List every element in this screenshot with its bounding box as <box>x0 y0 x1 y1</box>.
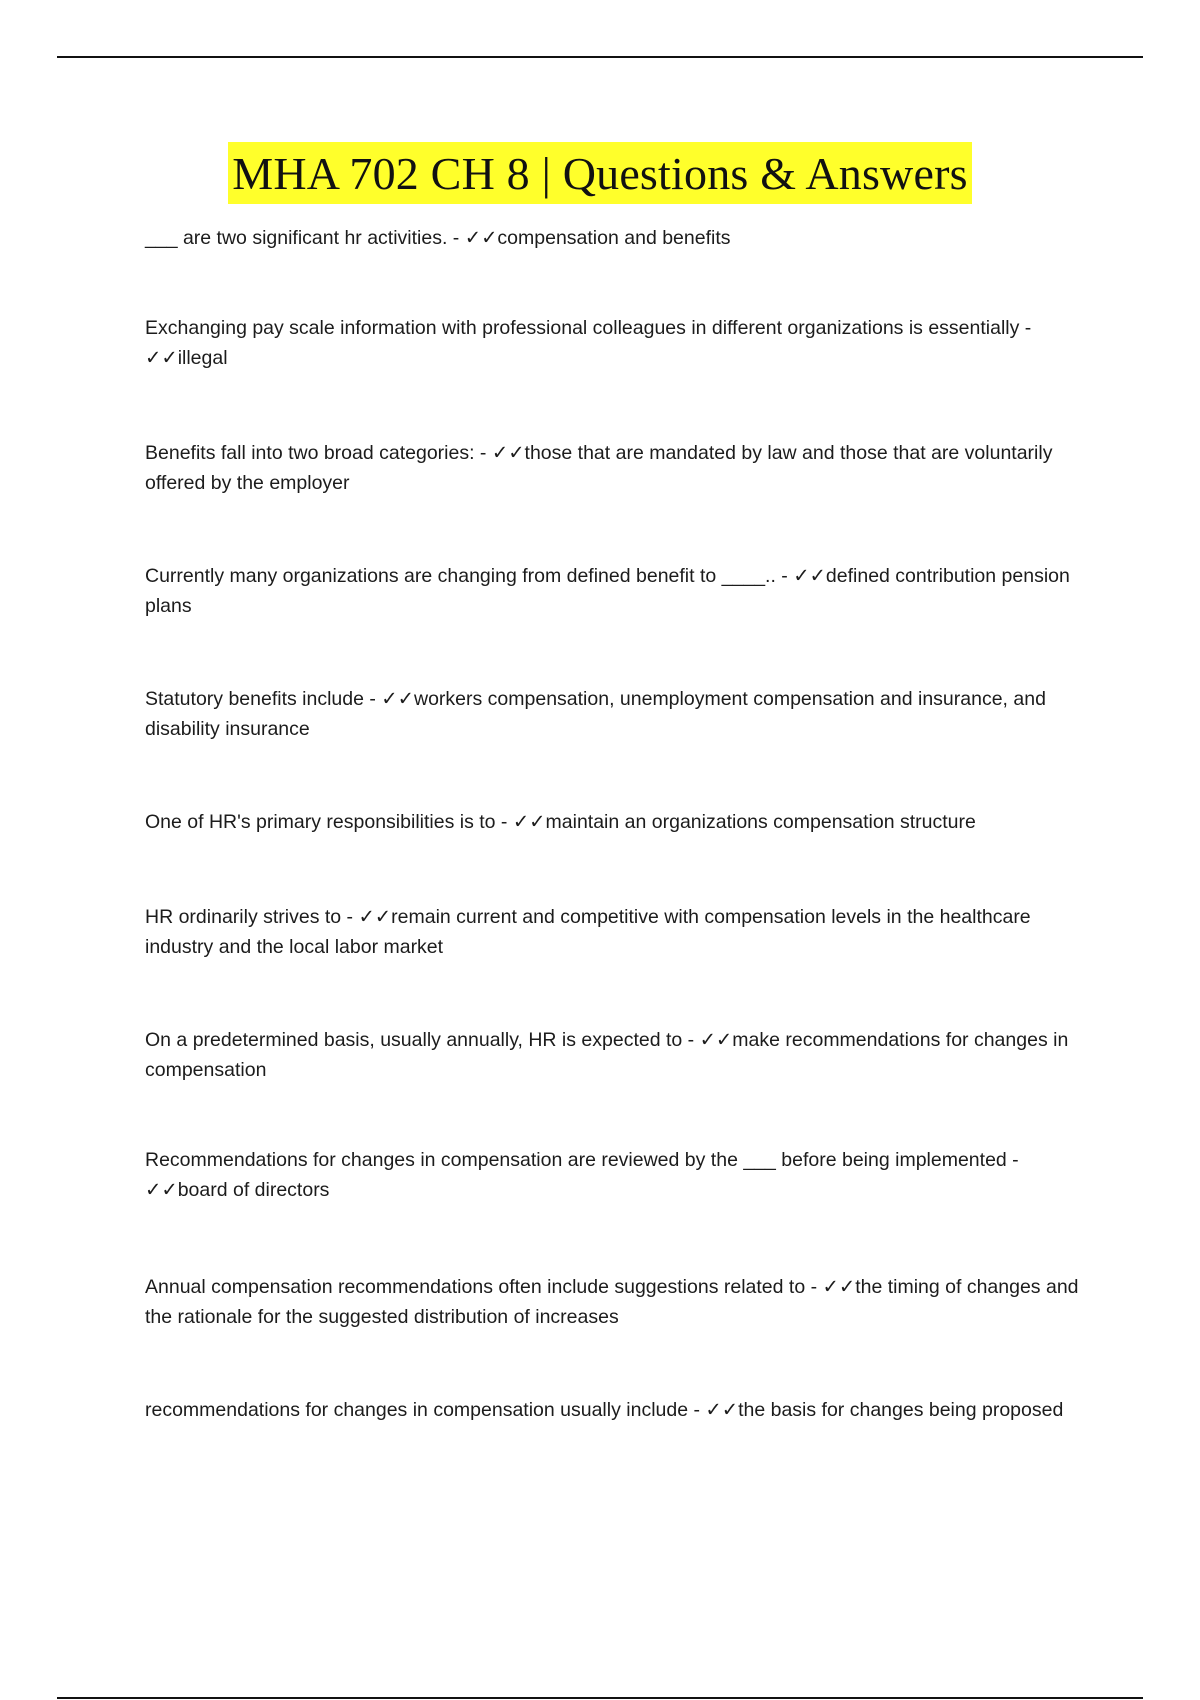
qa-item <box>145 1025 1090 1085</box>
answer-text: those that are mandated by law and those that are voluntarily offered by the employer <box>145 442 1053 494</box>
qa-item <box>145 1272 1090 1332</box>
question-text: One of HR's primary responsibilities is to - <box>145 811 513 833</box>
qa-item <box>145 807 1090 837</box>
check-icon: ✓✓ <box>145 1179 178 1201</box>
qa-item <box>145 223 1090 253</box>
qa-item <box>145 313 1090 373</box>
answer-text: remain current and competitive with compensation levels in the healthcare industry and the local labor market <box>145 906 1031 958</box>
question-text: ___ are two significant hr activities. - <box>145 227 465 249</box>
qa-item <box>145 1395 1090 1425</box>
question-text: recommendations for changes in compensation usually include - <box>145 1399 706 1421</box>
answer-text: the timing of changes and the rationale for the suggested distribution of increases <box>145 1276 1079 1328</box>
qa-item <box>145 1145 1090 1205</box>
qa-item <box>145 902 1090 962</box>
check-icon: ✓✓ <box>822 1276 856 1298</box>
answer-text: board of directors <box>177 1179 330 1201</box>
qa-item <box>145 561 1090 621</box>
check-icon: ✓✓ <box>464 227 498 249</box>
answer-text: illegal <box>177 347 228 369</box>
check-icon: ✓✓ <box>491 442 525 464</box>
question-text: Annual compensation recommendations often include suggestions related to - <box>145 1276 823 1298</box>
question-text: Benefits fall into two broad categories: - <box>145 442 492 464</box>
question-text: Statutory benefits include - <box>145 688 382 710</box>
bottom-rule <box>57 1697 1143 1699</box>
check-icon: ✓✓ <box>793 565 826 587</box>
question-text: Currently many organizations are changing from defined benefit to ____.. - <box>145 565 794 587</box>
check-icon: ✓✓ <box>145 347 178 369</box>
question-text: HR ordinarily strives to - <box>145 906 359 928</box>
answer-text: make recommendations for changes in compensation <box>145 1029 1069 1081</box>
answer-text: defined contribution pension plans <box>145 565 1070 617</box>
qa-item <box>145 438 1090 498</box>
top-rule <box>57 56 1143 58</box>
title-container <box>0 142 1200 204</box>
check-icon: ✓✓ <box>699 1029 733 1051</box>
question-text: Exchanging pay scale information with professional colleagues in different organizations is essentially - <box>145 317 1032 339</box>
document-title: MHA 702 CH 8 | Questions & Answers <box>228 142 971 204</box>
check-icon: ✓✓ <box>512 811 546 833</box>
check-icon: ✓✓ <box>358 906 392 928</box>
question-text: Recommendations for changes in compensation are reviewed by the ___ before being implemented - <box>145 1149 1019 1171</box>
answer-text: workers compensation, unemployment compensation and insurance, and disability insurance <box>145 688 1046 740</box>
question-text: On a predetermined basis, usually annually, HR is expected to - <box>145 1029 700 1051</box>
check-icon: ✓✓ <box>381 688 414 710</box>
qa-item <box>145 684 1090 744</box>
answer-text: compensation and benefits <box>497 227 731 249</box>
answer-text: maintain an organizations compensation structure <box>545 811 976 833</box>
answer-text: the basis for changes being proposed <box>738 1399 1064 1421</box>
check-icon: ✓✓ <box>705 1399 739 1421</box>
